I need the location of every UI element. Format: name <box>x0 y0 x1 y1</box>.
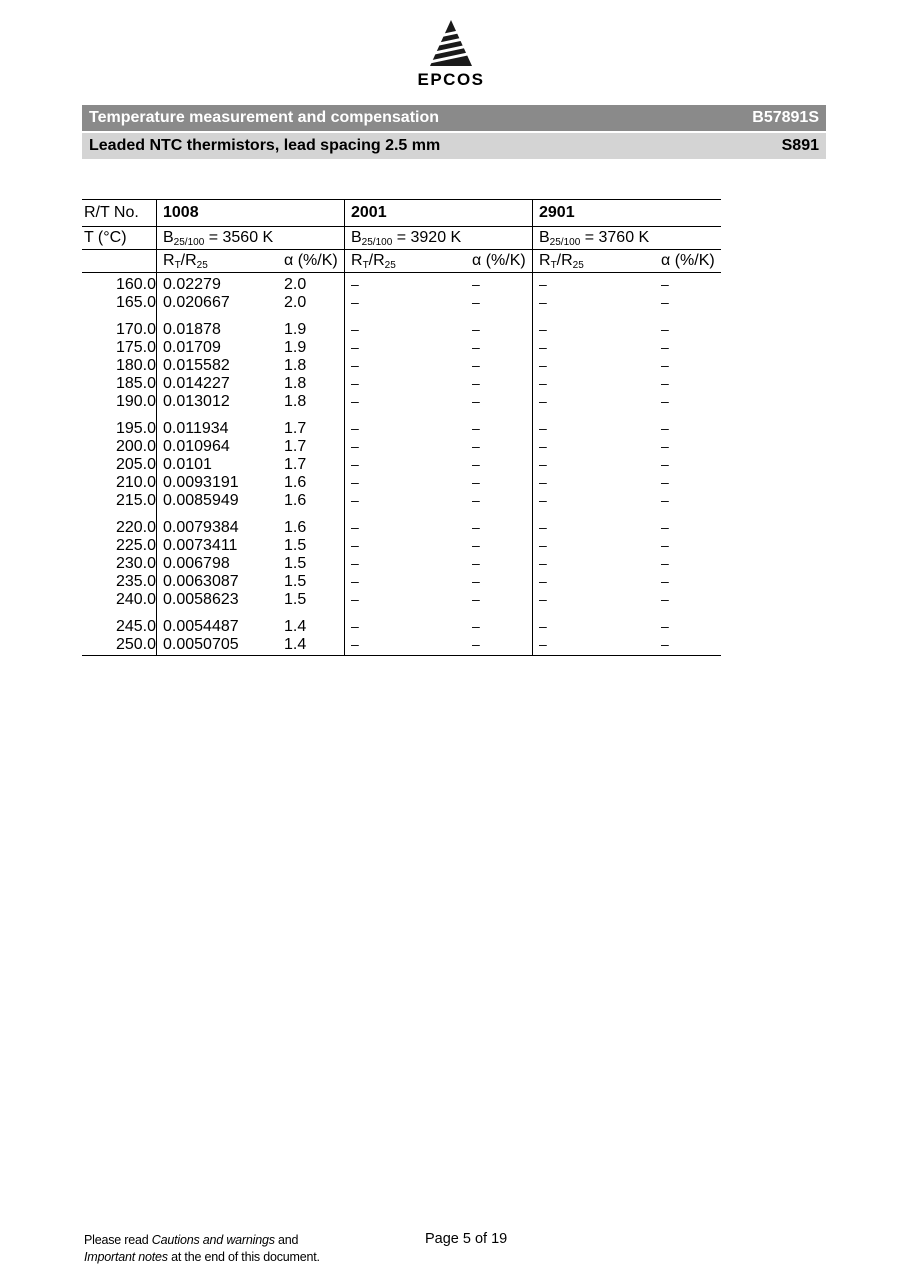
alpha-cell: 1.9 <box>284 321 307 338</box>
empty-value-cell: – <box>472 618 480 634</box>
alpha-cell: 1.6 <box>284 474 307 491</box>
empty-value-cell: – <box>345 294 467 312</box>
b-value-2001: $B_{25/100} = 3920$ K <box>345 227 533 250</box>
empty-value-cell: – <box>345 438 467 456</box>
alpha-header-2901: α (%/K) <box>655 250 721 273</box>
ratio-cell: 0.013012 <box>157 393 279 411</box>
empty-value-cell: – <box>345 609 467 636</box>
empty-value-cell: – <box>345 312 467 339</box>
table-row <box>82 591 721 609</box>
empty-value-cell: – <box>345 474 467 492</box>
header-row-rt-no <box>82 200 721 227</box>
empty-value-cell: – <box>345 555 467 573</box>
alpha-cell: 1.8 <box>284 357 307 374</box>
empty-value-cell: – <box>661 573 669 589</box>
alpha-cell: 1.7 <box>284 438 307 455</box>
footer-notice: Please read Cautions and warnings and Important notes at the end of this document. <box>84 1233 320 1264</box>
empty-value-cell: – <box>533 375 656 393</box>
empty-value-cell: – <box>661 537 669 553</box>
empty-value-cell: – <box>472 438 480 454</box>
empty-value-cell: – <box>345 357 467 375</box>
empty-value-cell: – <box>533 609 656 636</box>
empty-value-cell: – <box>533 294 656 312</box>
empty-value-cell: – <box>345 492 467 510</box>
ratio-cell: 0.011934 <box>157 411 279 438</box>
empty-value-cell: – <box>345 411 467 438</box>
alpha-cell: 1.4 <box>284 618 307 635</box>
table-row <box>82 393 721 411</box>
group-number-2901: 2901 <box>533 200 722 227</box>
empty-value-cell: – <box>661 375 669 391</box>
table-row <box>82 375 721 393</box>
alpha-cell: 1.5 <box>284 537 307 554</box>
empty-value-cell: – <box>472 276 480 292</box>
table-row <box>82 456 721 474</box>
empty-value-cell: – <box>533 510 656 537</box>
group-number-1008: 1008 <box>157 200 345 227</box>
empty-value-cell: – <box>345 636 467 656</box>
alpha-cell: 1.7 <box>284 456 307 473</box>
table-row <box>82 555 721 573</box>
empty-value-cell: – <box>472 357 480 373</box>
empty-value-cell: – <box>472 393 480 409</box>
empty-value-cell: – <box>661 438 669 454</box>
table-row <box>82 537 721 555</box>
empty-value-cell: – <box>345 456 467 474</box>
temperature-cell: 245.0 <box>115 618 156 635</box>
ratio-header-2001: $R_T/R_{25}$ <box>345 250 467 273</box>
temperature-cell: 180.0 <box>115 357 156 374</box>
table-row <box>82 474 721 492</box>
temperature-cell: 240.0 <box>115 591 156 608</box>
alpha-cell: 1.9 <box>284 339 307 356</box>
empty-value-cell: – <box>661 492 669 508</box>
empty-value-cell: – <box>533 357 656 375</box>
temperature-cell: 185.0 <box>115 375 156 392</box>
empty-value-cell: – <box>661 555 669 571</box>
temperature-cell: 200.0 <box>115 438 156 455</box>
category-title: Temperature measurement and compensation <box>89 109 440 126</box>
empty-value-cell: – <box>661 420 669 436</box>
table-row <box>82 273 721 295</box>
empty-value-cell: – <box>533 636 656 656</box>
ratio-cell: 0.0054487 <box>157 609 279 636</box>
empty-value-cell: – <box>472 420 480 436</box>
epcos-triangle-logo-icon <box>426 18 476 68</box>
empty-value-cell: – <box>533 591 656 609</box>
part-code: B57891S <box>752 109 819 126</box>
table-row <box>82 294 721 312</box>
empty-value-cell: – <box>533 273 656 295</box>
empty-value-cell: – <box>472 573 480 589</box>
table-row <box>82 573 721 591</box>
group-number-2001: 2001 <box>345 200 533 227</box>
alpha-cell: 2.0 <box>284 276 307 293</box>
empty-value-cell: – <box>472 492 480 508</box>
header-row-b-value <box>82 227 721 250</box>
empty-value-cell: – <box>533 492 656 510</box>
empty-value-cell: – <box>661 474 669 490</box>
category-bar <box>82 105 826 131</box>
ratio-cell: 0.0085949 <box>157 492 279 510</box>
ratio-cell: 0.0073411 <box>157 537 279 555</box>
empty-value-cell: – <box>533 474 656 492</box>
empty-value-cell: – <box>345 339 467 357</box>
ratio-cell: 0.0093191 <box>157 474 279 492</box>
empty-value-cell: – <box>345 273 467 295</box>
temperature-cell: 230.0 <box>115 555 156 572</box>
ratio-cell: 0.01709 <box>157 339 279 357</box>
temperature-cell: 225.0 <box>115 537 156 554</box>
empty-value-cell: – <box>472 537 480 553</box>
empty-header-cell <box>82 250 157 273</box>
cautions-link: Cautions and warnings <box>151 1233 275 1247</box>
empty-value-cell: – <box>533 438 656 456</box>
alpha-cell: 1.8 <box>284 393 307 410</box>
subtitle: Leaded NTC thermistors, lead spacing 2.5 mm <box>89 137 441 154</box>
alpha-cell: 1.5 <box>284 591 307 608</box>
rt-table <box>82 199 721 656</box>
ratio-cell: 0.0079384 <box>157 510 279 537</box>
empty-value-cell: – <box>661 357 669 373</box>
empty-value-cell: – <box>533 537 656 555</box>
empty-value-cell: – <box>661 591 669 607</box>
temperature-cell: 160.0 <box>115 276 156 293</box>
ratio-header-1008: $R_T/R_{25}$ <box>157 250 279 273</box>
empty-value-cell: – <box>345 393 467 411</box>
empty-value-cell: – <box>472 375 480 391</box>
empty-value-cell: – <box>472 474 480 490</box>
temperature-cell: 235.0 <box>115 573 156 590</box>
empty-value-cell: – <box>533 573 656 591</box>
alpha-cell: 1.6 <box>284 519 307 536</box>
temperature-cell: 215.0 <box>115 492 156 509</box>
ratio-cell: 0.02279 <box>157 273 279 295</box>
empty-value-cell: – <box>345 573 467 591</box>
ratio-header-2901: $R_T/R_{25}$ <box>533 250 656 273</box>
temperature-cell: 165.0 <box>115 294 156 311</box>
empty-value-cell: – <box>661 393 669 409</box>
table-row <box>82 357 721 375</box>
b-value-1008: $B_{25/100} = 3560$ K <box>157 227 345 250</box>
table-row <box>82 609 721 636</box>
empty-value-cell: – <box>345 375 467 393</box>
alpha-cell: 2.0 <box>284 294 307 311</box>
empty-value-cell: – <box>345 510 467 537</box>
temperature-cell: 190.0 <box>115 393 156 410</box>
alpha-cell: 1.6 <box>284 492 307 509</box>
empty-value-cell: – <box>661 456 669 472</box>
empty-value-cell: – <box>472 339 480 355</box>
alpha-cell: 1.5 <box>284 555 307 572</box>
ratio-cell: 0.020667 <box>157 294 279 312</box>
alpha-cell: 1.5 <box>284 573 307 590</box>
series-code: S891 <box>781 137 819 154</box>
empty-value-cell: – <box>533 456 656 474</box>
epcos-logo <box>409 18 493 92</box>
table-row <box>82 510 721 537</box>
empty-value-cell: – <box>533 411 656 438</box>
empty-value-cell: – <box>472 456 480 472</box>
ratio-cell: 0.0063087 <box>157 573 279 591</box>
table-row <box>82 312 721 339</box>
alpha-header-2001: α (%/K) <box>466 250 533 273</box>
ratio-cell: 0.014227 <box>157 375 279 393</box>
alpha-cell: 1.8 <box>284 375 307 392</box>
table-row <box>82 438 721 456</box>
empty-value-cell: – <box>472 294 480 310</box>
temperature-cell: 170.0 <box>115 321 156 338</box>
table-row <box>82 636 721 656</box>
empty-value-cell: – <box>655 636 721 656</box>
ratio-cell: 0.0050705 <box>157 636 279 656</box>
table-row <box>82 492 721 510</box>
ratio-cell: 0.01878 <box>157 312 279 339</box>
ratio-cell: 0.015582 <box>157 357 279 375</box>
empty-value-cell: – <box>533 555 656 573</box>
temperature-cell: 250.0 <box>82 636 157 656</box>
logo-brand-text: EPCOS <box>417 70 485 89</box>
rt-no-label: R/T No. <box>82 200 157 227</box>
empty-value-cell: – <box>345 537 467 555</box>
empty-value-cell: – <box>661 618 669 634</box>
ratio-cell: 0.010964 <box>157 438 279 456</box>
subtitle-bar <box>82 133 826 159</box>
table-row <box>82 339 721 357</box>
temperature-cell: 175.0 <box>115 339 156 356</box>
empty-value-cell: – <box>472 591 480 607</box>
empty-value-cell: – <box>661 276 669 292</box>
empty-value-cell: – <box>472 321 480 337</box>
ratio-cell: 0.0058623 <box>157 591 279 609</box>
header-row-columns <box>82 250 721 273</box>
temperature-cell: 220.0 <box>115 519 156 536</box>
temp-label: T (°C) <box>82 227 157 250</box>
important-notes-link: Important notes <box>84 1250 168 1264</box>
temperature-cell: 205.0 <box>115 456 156 473</box>
empty-value-cell: – <box>661 321 669 337</box>
table-row <box>82 411 721 438</box>
empty-value-cell: – <box>472 555 480 571</box>
empty-value-cell: – <box>533 339 656 357</box>
empty-value-cell: – <box>661 339 669 355</box>
alpha-header-1008: α (%/K) <box>278 250 345 273</box>
page-number: Page 5 of 19 <box>425 1231 508 1247</box>
empty-value-cell: – <box>345 591 467 609</box>
empty-value-cell: – <box>533 312 656 339</box>
empty-value-cell: – <box>472 519 480 535</box>
empty-value-cell: – <box>661 294 669 310</box>
ratio-cell: 0.0101 <box>157 456 279 474</box>
empty-value-cell: – <box>661 519 669 535</box>
temperature-cell: 195.0 <box>115 420 156 437</box>
empty-value-cell: – <box>466 636 533 656</box>
b-value-2901: $B_{25/100} = 3760$ K <box>533 227 722 250</box>
alpha-cell: 1.4 <box>278 636 345 656</box>
ratio-cell: 0.006798 <box>157 555 279 573</box>
temperature-cell: 210.0 <box>115 474 156 491</box>
alpha-cell: 1.7 <box>284 420 307 437</box>
empty-value-cell: – <box>533 393 656 411</box>
